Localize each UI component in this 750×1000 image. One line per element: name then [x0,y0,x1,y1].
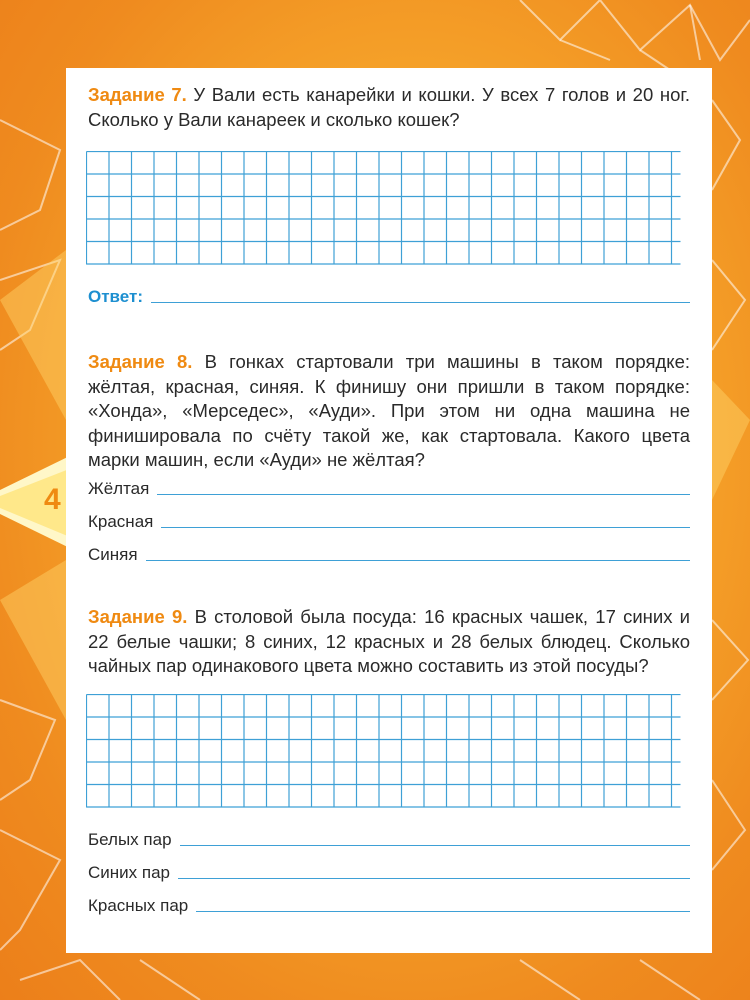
task-7-answer-row[interactable] [88,281,690,307]
task-8-row-yellow[interactable] [88,473,690,499]
task-8-body: В гонках стартовали три машины в таком порядке: жёлтая, красная, синяя. К финишу они пришли в таком порядке: «Хонда», «Мерседес», «Ауди». При этом ни одна машина не финишировала по счёту такой же, как стартовала. Какого цвета марки машин, если «Ауди» не жёлтая? [88,351,690,470]
task-9-row-blue[interactable] [88,857,690,883]
answer-line[interactable] [196,910,690,912]
task-9-label: Задание 9. [88,606,188,627]
worksheet [66,68,712,953]
task-9-row-white[interactable] [88,824,690,850]
row-label: Синих пар [88,863,170,882]
task-7-body: У Вали есть канарейки и кошки. У всех 7 голов и 20 ног. Сколько у Вали канареек и сколько кошек? [88,84,690,130]
row-label: Красная [88,512,154,531]
task-8-text [88,350,690,473]
row-label: Жёлтая [88,479,150,498]
answer-label: Ответ: [88,287,143,306]
task-7-text [88,83,690,132]
task-8-label: Задание 8. [88,351,193,372]
task-8-row-blue[interactable] [88,539,690,565]
task-7-label: Задание 7. [88,84,187,105]
answer-line[interactable] [151,301,690,303]
row-label: Синяя [88,545,138,564]
task-9-text [88,605,690,679]
answer-line[interactable] [157,493,690,495]
row-label: Белых пар [88,830,172,849]
task-9-grid[interactable] [86,694,681,808]
answer-line[interactable] [161,526,690,528]
answer-line[interactable] [146,559,690,561]
task-8-row-red[interactable] [88,506,690,532]
task-9-body: В столовой была посуда: 16 красных чашек, 17 синих и 22 белые чашки; 8 синих, 12 красных и 28 белых блюдец. Сколько чайных пар одинакового цвета можно составить из этой посуды? [88,606,690,676]
task-9-row-red[interactable] [88,890,690,916]
page-number: 4 [44,483,61,516]
task-7-grid[interactable] [86,151,681,265]
row-label: Красных пар [88,896,189,915]
answer-line[interactable] [178,877,690,879]
answer-line[interactable] [180,844,690,846]
